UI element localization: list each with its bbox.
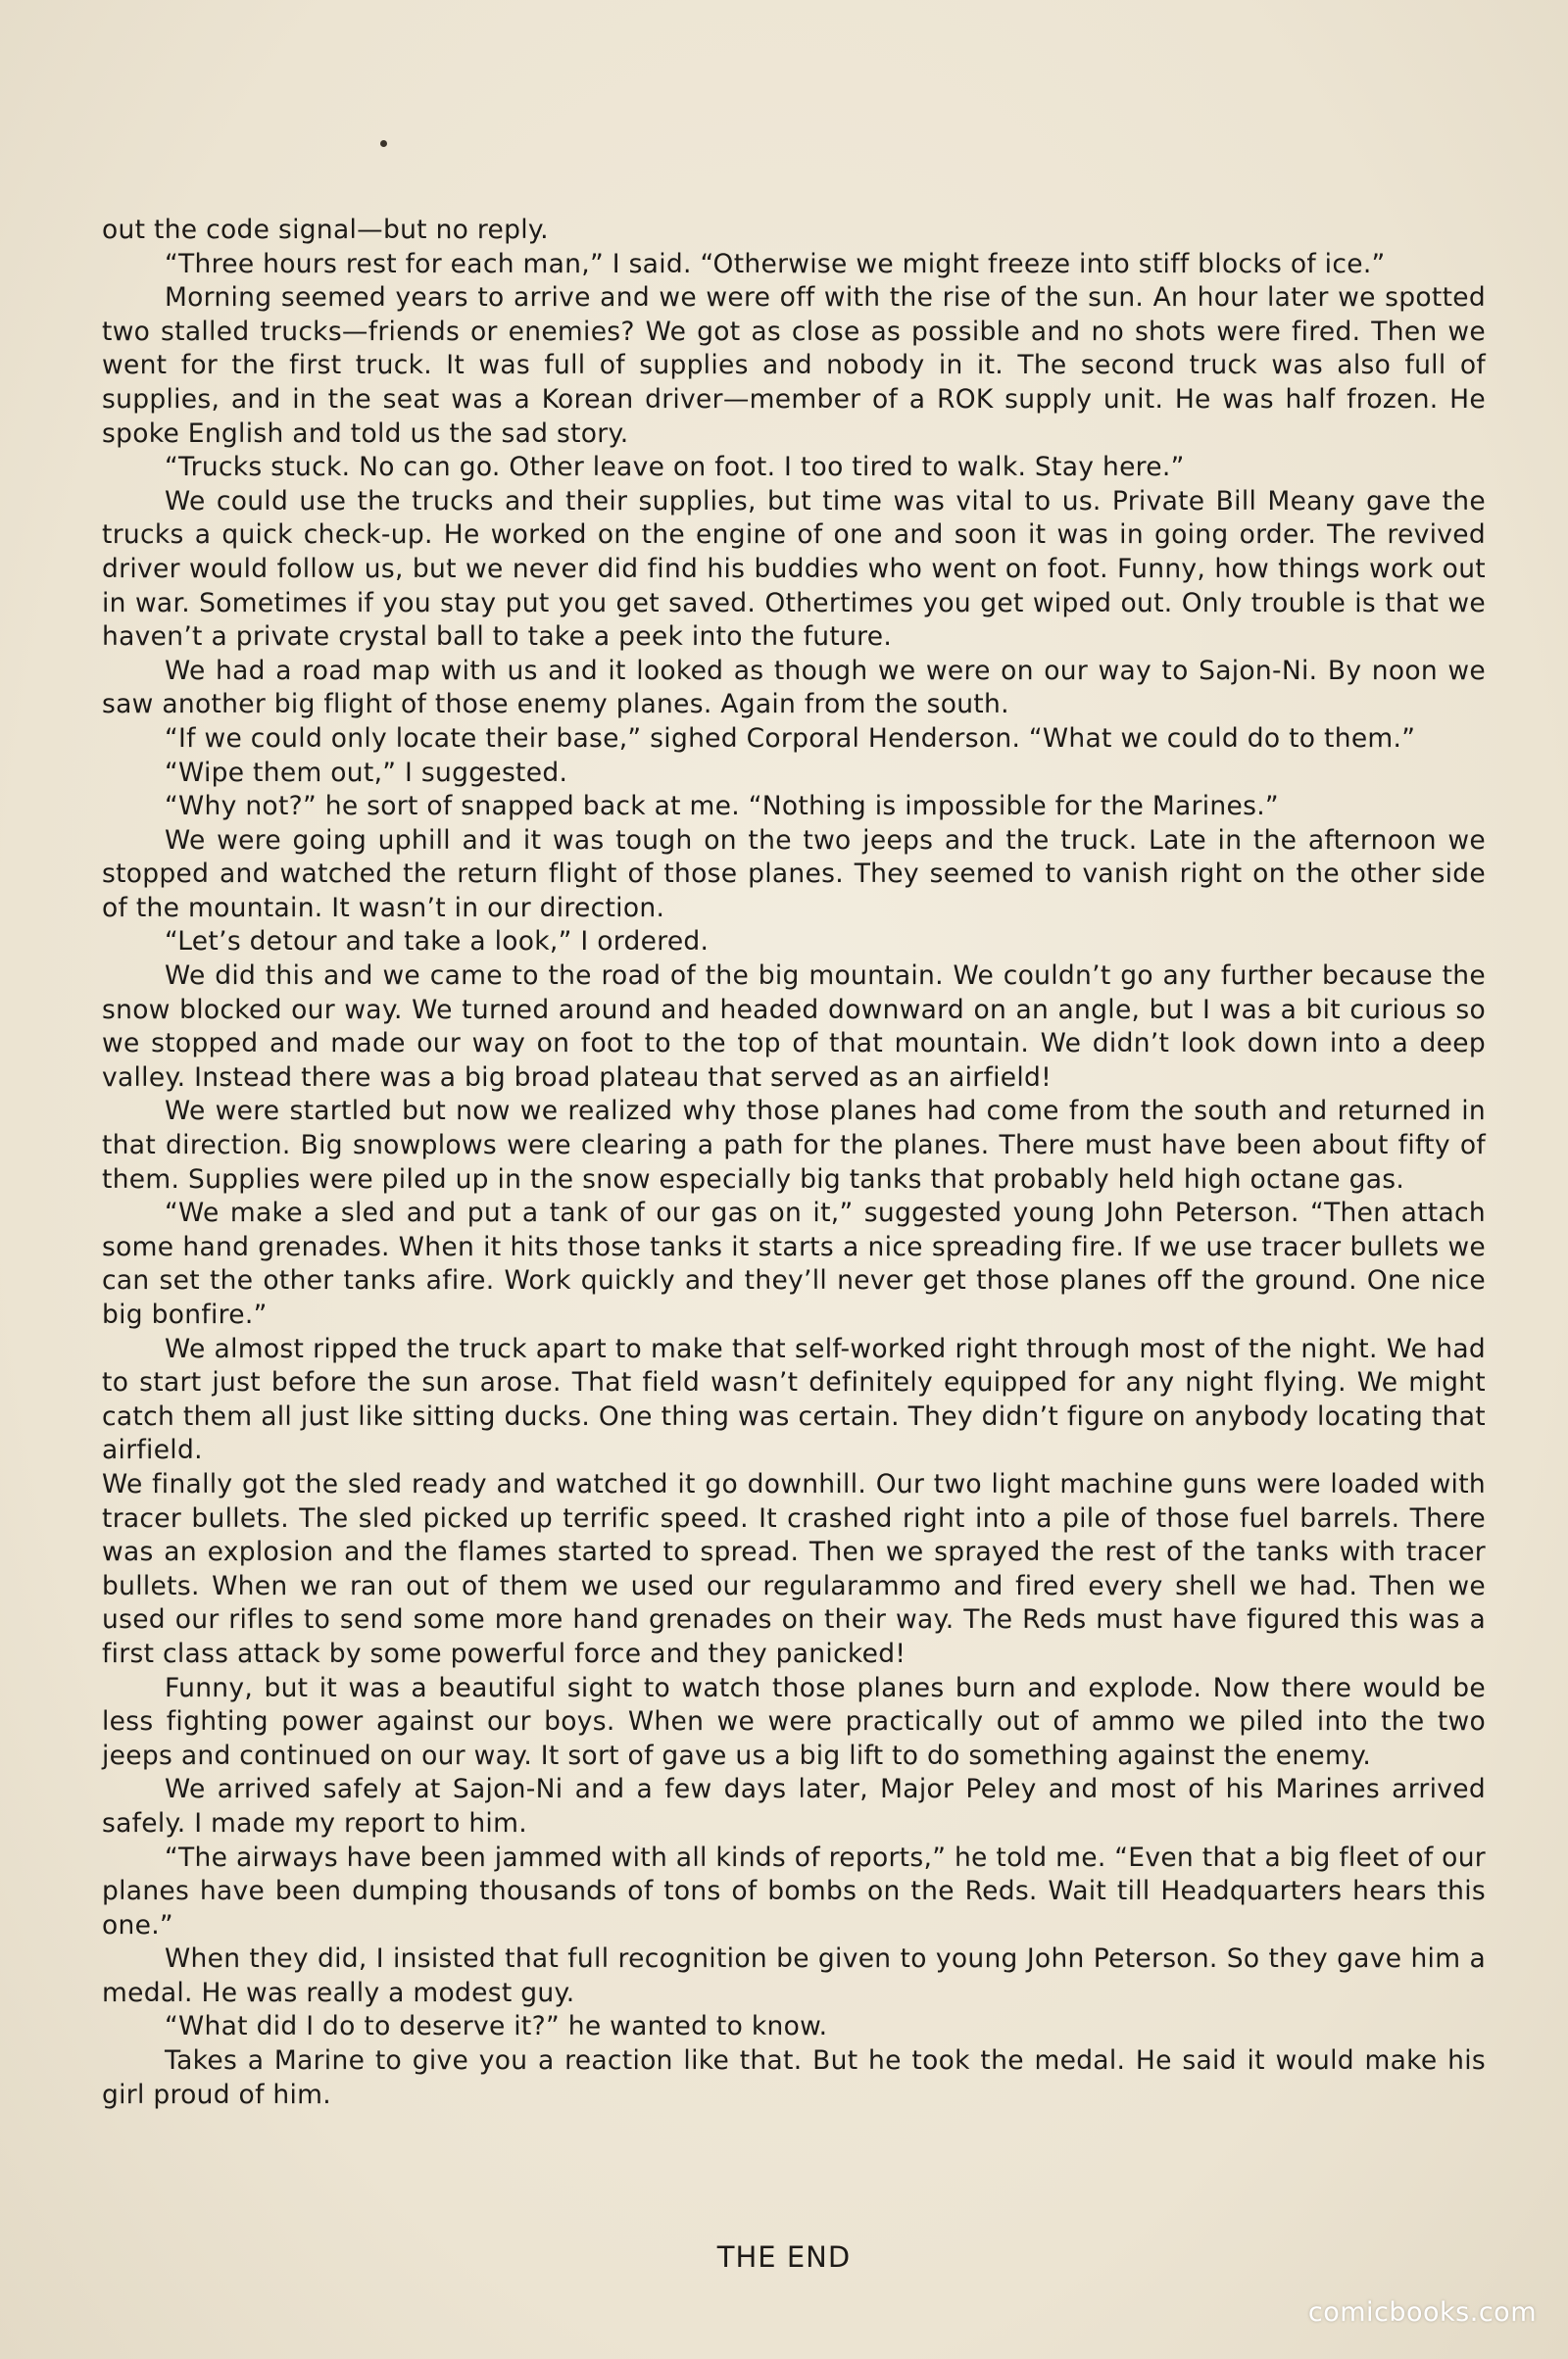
story-paragraph: “Wipe them out,” I suggested. <box>165 757 568 788</box>
the-end-label: THE END <box>716 2240 852 2274</box>
story-paragraph: When they did, I insisted that full recognition be given to young John Peterson. So they gave him a medal. He was really a modest guy. <box>102 1943 1486 2008</box>
story-paragraph: We finally got the sled ready and watched it go downhill. Our two light machine guns were loaded with tracer bullets. The sled picked up terrific speed. It crashed right into a pile of those fuel barrels. There was an explosion and the flames started to spread. Then we sprayed the rest of the tanks with tracer bullets. When we ran out of them we used our regularammo and fired every shell we had. Then we used our rifles to send some more hand grenades on their way. The Reds must have figured this was a first class attack by some powerful force and they panicked! <box>102 1468 1486 1669</box>
story-paragraph: “Three hours rest for each man,” I said. “Otherwise we might freeze into stiff blocks of ice.” <box>165 248 1386 279</box>
story-text <box>102 214 1486 2112</box>
story-paragraph: “Trucks stuck. No can go. Other leave on foot. I too tired to walk. Stay here.” <box>165 452 1185 483</box>
story-paragraph: Funny, but it was a beautiful sight to watch those planes burn and explode. Now there would be less fighting power against our boys. When we were practically out of ammo we piled into the two jeeps and continued on our way. It sort of gave us a big lift to do something against the enemy. <box>102 1672 1486 1771</box>
story-paragraph: “The airways have been jammed with all kinds of reports,” he told me. “Even that a big fleet of our planes have been dumping thousands of tons of bombs on the Reds. Wait till Headquarters hears this one.” <box>102 1842 1486 1941</box>
story-paragraph: We could use the trucks and their supplies, but time was vital to us. Private Bill Meany gave the trucks a quick check-up. He worked on the engine of one and soon it was in going order. The revived driver would follow us, but we never did find his buddies who went on foot. Funny, how things work out in war. Sometimes if you stay put you get saved. Othertimes you get wiped out. Only trouble is that we haven’t a private crystal ball to take a peek into the future. <box>102 485 1486 653</box>
story-paragraph: “If we could only locate their base,” sighed Corporal Henderson. “What we could do to them.” <box>165 722 1416 754</box>
ink-dot <box>380 140 387 147</box>
story-paragraph: Morning seemed years to arrive and we were off with the rise of the sun. An hour later we spotted two stalled trucks—friends or enemies? We got as close as possible and no shots were fired. Then we went for the first truck. It was full of supplies and nobody in it. The second truck was also full of supplies, and in the seat was a Korean driver—member of a ROK supply unit. He was half frozen. He spoke English and told us the sad story. <box>102 282 1486 449</box>
story-paragraph: out the code signal—but no reply. <box>102 215 549 245</box>
story-paragraph: We were startled but now we realized why those planes had come from the south and returned in that direction. Big snowplows were clearing a path for the planes. There must have been about fifty of them. Supplies were piled up in the snow especially big tanks that probably held high octane gas. <box>102 1096 1486 1195</box>
story-paragraph: “We make a sled and put a tank of our gas on it,” suggested young John Peterson. “Then attach some hand grenades. When it hits those tanks it starts a nice spreading fire. If we use tracer bullets we can set the other tanks afire. Work quickly and they’ll never get those planes off the ground. One nice big bonfire.” <box>102 1198 1486 1330</box>
story-paragraph: We did this and we came to the road of the big mountain. We couldn’t go any further because the snow blocked our way. We turned around and headed downward on an angle, but I was a bit curious so we stopped and made our way on foot to the top of that mountain. We didn’t look down into a deep valley. Instead there was a big broad plateau that served as an airfield! <box>102 960 1486 1093</box>
story-paragraph: Takes a Marine to give you a reaction like that. But he took the medal. He said it would make his girl proud of him. <box>102 2045 1486 2110</box>
story-paragraph: We had a road map with us and it looked as though we were on our way to Sajon-Ni. By noon we saw another big flight of those enemy planes. Again from the south. <box>102 655 1486 720</box>
story-paragraph: We were going uphill and it was tough on the two jeeps and the truck. Late in the afternoon we stopped and watched the return flight of those planes. They seemed to vanish right on the other side of the mountain. It wasn’t in our direction. <box>102 824 1486 923</box>
story-paragraph: We almost ripped the truck apart to make that self-worked right through most of the night. We had to start just before the sun arose. That field wasn’t definitely equipped for any night flying. We might catch them all just like sitting ducks. One thing was certain. They didn’t figure on anybody locating that airfield. <box>102 1333 1486 1466</box>
story-paragraph: “What did I do to deserve it?” he wanted to know. <box>165 2011 828 2042</box>
story-paragraph: “Why not?” he sort of snapped back at me. “Nothing is impossible for the Marines.” <box>165 791 1279 822</box>
story-paragraph: “Let’s detour and take a look,” I ordered. <box>165 926 710 958</box>
story-paragraph: We arrived safely at Sajon-Ni and a few days later, Major Peley and most of his Marines arrived safely. I made my report to him. <box>102 1774 1486 1839</box>
site-watermark: comicbooks.com <box>1307 2297 1537 2328</box>
